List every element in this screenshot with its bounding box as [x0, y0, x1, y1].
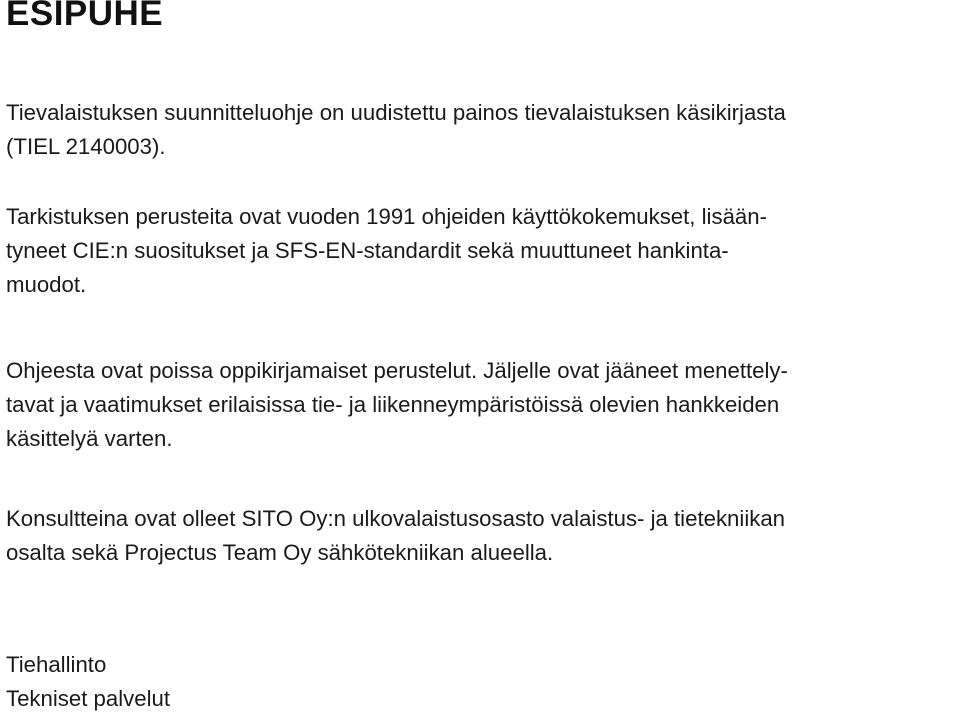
signature-block: [6, 648, 956, 716]
paragraph-line: Konsultteina ovat olleet SITO Oy:n ulkovalaistusosasto valaistus- ja tietekniikan: [6, 506, 786, 531]
paragraph-line: (TIEL 2140003).: [6, 134, 166, 159]
page-title: ESIPUHE: [6, 0, 164, 33]
paragraph-line: osalta sekä Projectus Team Oy sähkötekniikan alueella.: [6, 540, 554, 565]
paragraph-consultants: [6, 502, 956, 570]
paragraph-line: käsittelyä varten.: [6, 426, 173, 451]
paragraph-line: Tievalaistuksen suunnitteluohje on uudistettu painos tievalaistuksen käsikirjasta: [6, 100, 786, 125]
signature-organization: Tiehallinto: [6, 652, 107, 677]
paragraph-scope: [6, 354, 956, 456]
paragraph-line: tavat ja vaatimukset erilaisissa tie- ja liikenneympäristöissä olevien hankkeiden: [6, 392, 780, 417]
signature-department: Tekniset palvelut: [6, 686, 171, 711]
paragraph-intro: [6, 96, 956, 164]
paragraph-line: Tarkistuksen perusteita ovat vuoden 1991 ohjeiden käyttökokemukset, lisään-: [6, 204, 767, 229]
paragraph-line: muodot.: [6, 272, 87, 297]
paragraph-line: tyneet CIE:n suositukset ja SFS-EN-standardit sekä muuttuneet hankinta-: [6, 238, 729, 263]
paragraph-line: Ohjeesta ovat poissa oppikirjamaiset perustelut. Jäljelle ovat jääneet menettely-: [6, 358, 788, 383]
paragraph-basis: [6, 200, 956, 302]
